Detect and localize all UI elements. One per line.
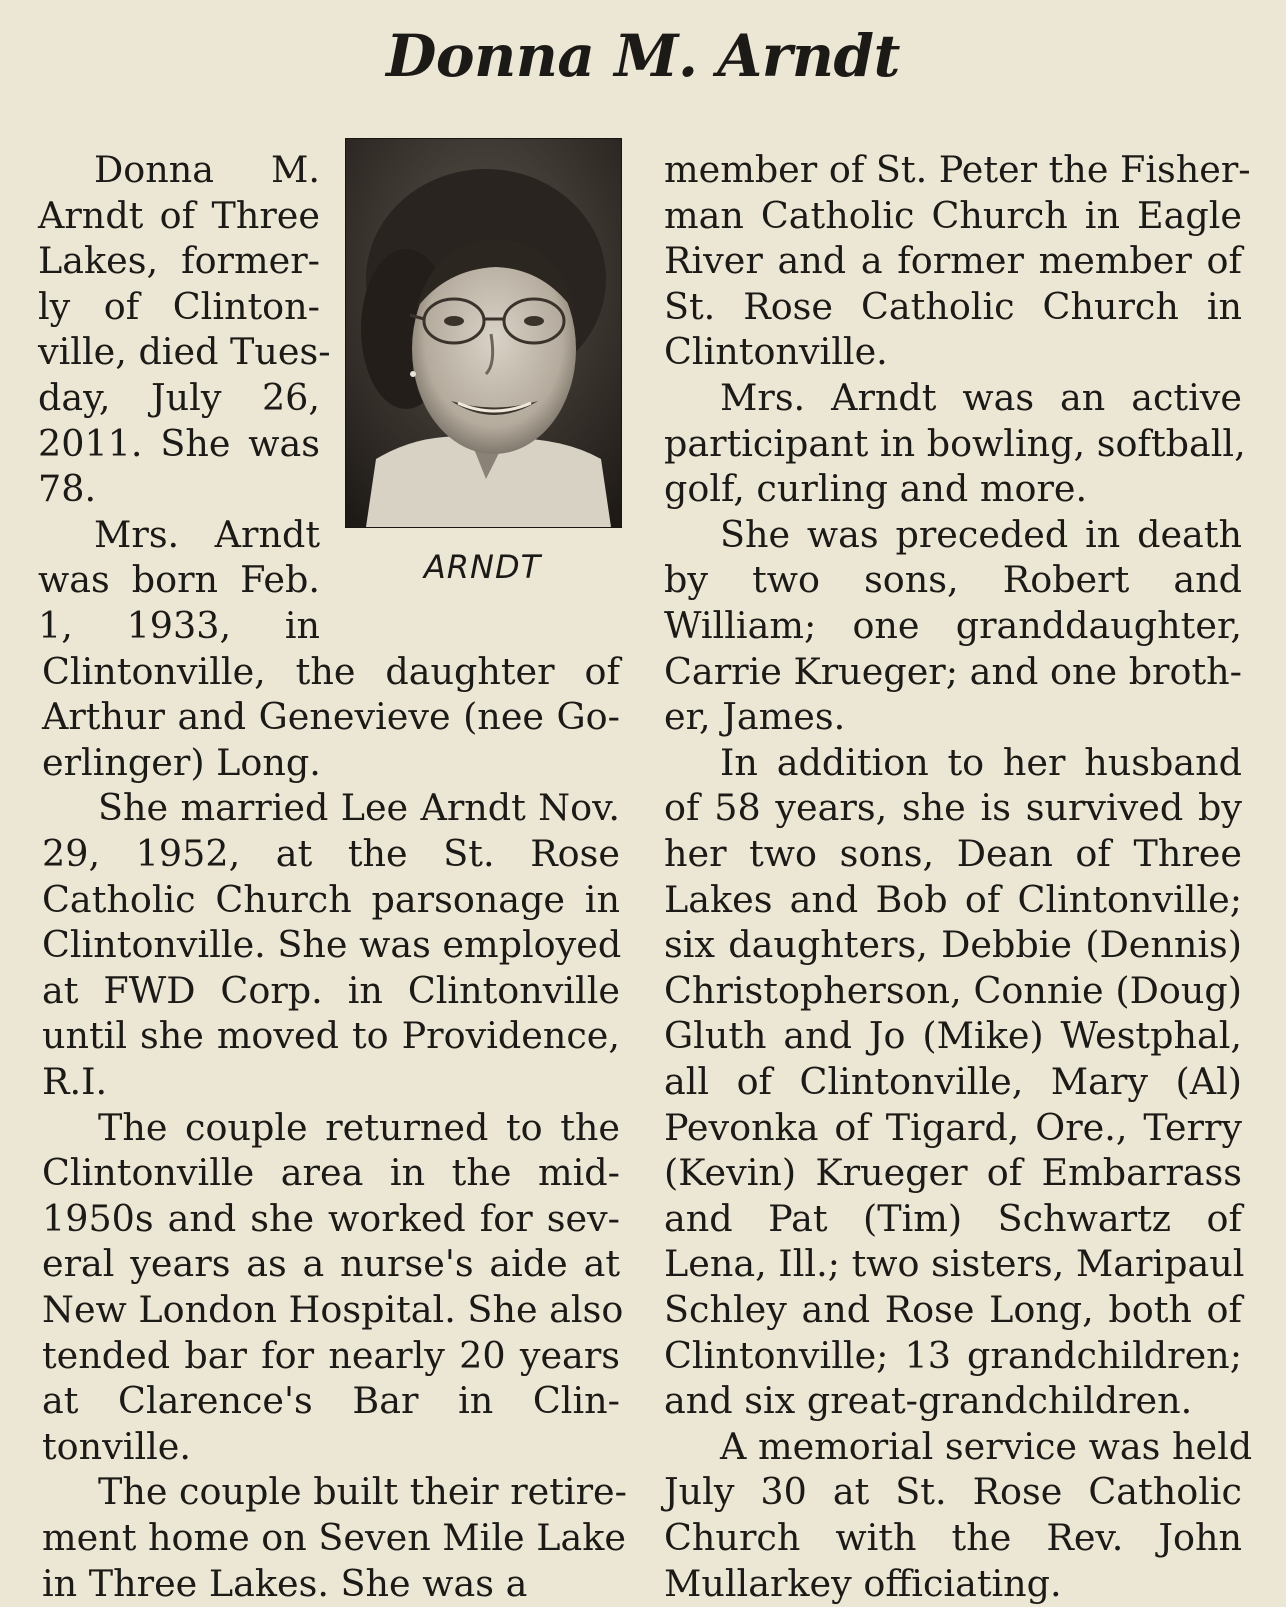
left-line: eral years as a nurse's aide at [42, 1242, 620, 1286]
right-line: Gluth and Jo (Mike) Westphal, [664, 1014, 1242, 1058]
left-line: She married Lee Arndt Nov. [98, 786, 620, 830]
left-line: tended bar for nearly 20 years [42, 1333, 620, 1377]
obituary-title: Donna M. Arndt [386, 22, 900, 90]
left-line: tonville. [42, 1424, 191, 1468]
right-line: Mullarkey officiating. [664, 1561, 1062, 1605]
right-line: St. Rose Catholic Church in [664, 284, 1242, 328]
right-line: A memorial service was held [720, 1424, 1253, 1468]
left-line: 1950s and she worked for sev- [42, 1196, 620, 1240]
left-line: Arndt of Three [38, 193, 320, 237]
right-line: her two sons, Dean of Three [664, 832, 1242, 875]
right-line: July 30 at St. Rose Catholic [664, 1470, 1242, 1514]
left-line: until she moved to Providence, [42, 1014, 620, 1058]
left-line: The couple built their retire- [98, 1470, 627, 1514]
right-line: and Pat (Tim) Schwartz of [664, 1196, 1242, 1240]
right-line: River and a former member of [664, 239, 1242, 283]
portrait-illustration [346, 139, 621, 527]
left-line: was born Feb. [38, 558, 320, 602]
right-line: Pevonka of Tigard, Ore., Terry [664, 1105, 1242, 1149]
left-line: in Three Lakes. She was a [42, 1561, 528, 1605]
left-line: New London Hospital. She also [42, 1288, 624, 1331]
left-line: Catholic Church parsonage in [42, 877, 620, 921]
right-line: Church with the Rev. John [664, 1516, 1242, 1559]
left-line: 2011. She was [38, 421, 320, 465]
right-line: of 58 years, she is survived by [664, 786, 1242, 830]
right-line: Christopherson, Connie (Doug) [664, 968, 1242, 1012]
right-line: member of St. Peter the Fisher- [664, 148, 1251, 191]
left-line: Clintonville. She was employed [42, 923, 622, 967]
right-line: all of Clintonville, Mary (Al) [664, 1060, 1242, 1103]
right-line: Lakes and Bob of Clintonville; [664, 877, 1242, 921]
left-line: The couple returned to the [98, 1105, 620, 1149]
left-line: day, July 26, [38, 376, 320, 419]
left-line: R.I. [42, 1060, 108, 1103]
right-line: Clintonville. [664, 330, 888, 374]
right-line: er, James. [664, 695, 846, 739]
left-line: Clintonville, the daughter of [42, 649, 620, 693]
left-line: Clintonville area in the mid- [42, 1151, 620, 1195]
left-line: Mrs. Arndt [94, 512, 320, 556]
right-line: (Kevin) Krueger of Embarrass [664, 1151, 1242, 1195]
left-line: 29, 1952, at the St. Rose [42, 832, 620, 875]
right-line: man Catholic Church in Eagle [664, 193, 1242, 237]
right-line: William; one granddaughter, [664, 604, 1242, 647]
left-line: erlinger) Long. [42, 740, 321, 784]
right-line: In addition to her husband [720, 740, 1242, 784]
right-line: and six great-grandchildren. [664, 1379, 1193, 1423]
right-line: by two sons, Robert and [664, 558, 1242, 602]
right-line: Carrie Krueger; and one broth- [664, 649, 1242, 693]
left-line: at Clarence's Bar in Clin- [42, 1379, 620, 1423]
left-line: at FWD Corp. in Clintonville [42, 968, 620, 1012]
right-line: She was preceded in death [720, 512, 1242, 556]
left-line: ment home on Seven Mile Lake [42, 1516, 626, 1559]
portrait-photo [345, 138, 622, 528]
left-line: Arthur and Genevieve (nee Go- [42, 695, 620, 739]
right-line: Schley and Rose Long, both of [664, 1288, 1242, 1331]
left-line: Donna M. [94, 148, 320, 191]
right-line: participant in bowling, softball, [664, 421, 1246, 465]
right-line: Mrs. Arndt was an active [720, 376, 1242, 419]
photo-caption: ARNDT [423, 548, 542, 586]
left-line: ly of Clinton- [38, 284, 320, 328]
right-line: Lena, Ill.; two sisters, Maripaul [664, 1242, 1245, 1286]
right-line: golf, curling and more. [664, 467, 1088, 511]
right-line: six daughters, Debbie (Dennis) [664, 923, 1242, 967]
left-line: ville, died Tues- [38, 330, 331, 374]
left-line: Lakes, former- [38, 239, 320, 283]
left-line: 1, 1933, in [38, 604, 320, 647]
left-line: 78. [38, 467, 97, 511]
right-line: Clintonville; 13 grandchildren; [664, 1333, 1242, 1377]
